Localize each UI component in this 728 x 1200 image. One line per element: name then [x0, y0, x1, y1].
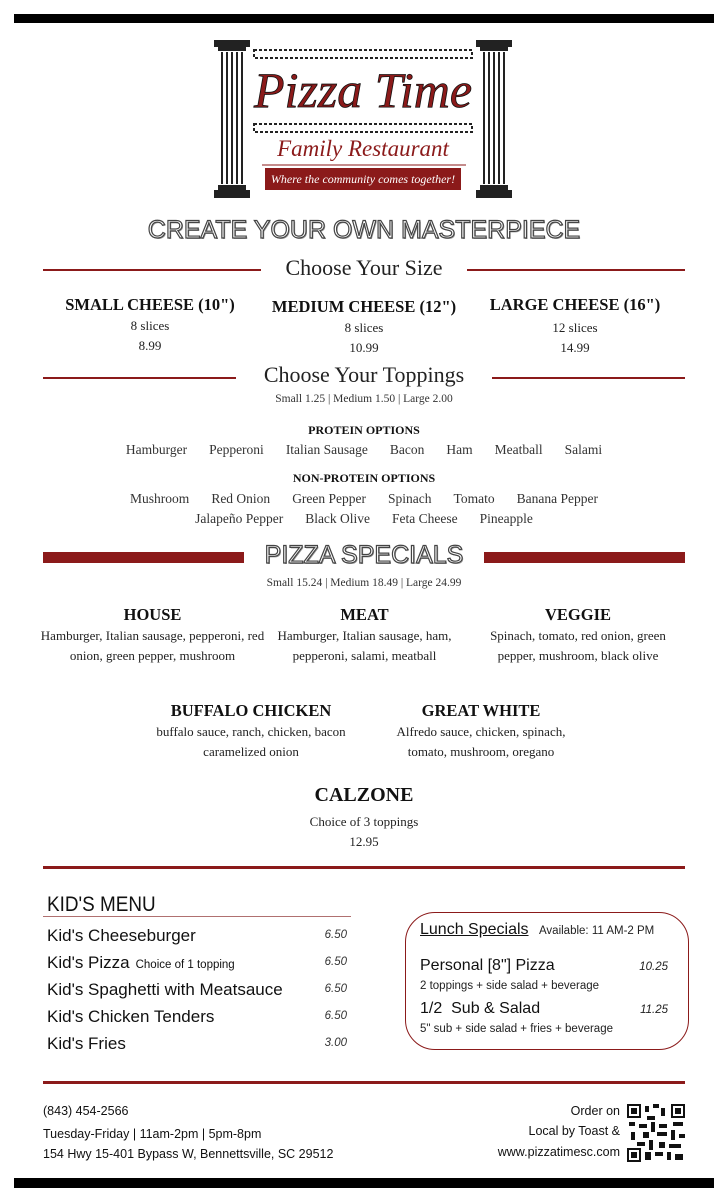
- special-name: MEAT: [340, 605, 389, 624]
- topping: Red Onion: [211, 491, 271, 506]
- special-price: 12.95: [349, 834, 379, 849]
- topping: Jalapeño Pepper: [195, 511, 284, 526]
- item-name: Kid's Chicken Tenders: [47, 1007, 215, 1026]
- size-name: LARGE CHEESE (16"): [489, 295, 661, 314]
- size-price: 14.99: [560, 340, 590, 355]
- topping: Salami: [564, 442, 603, 457]
- website-link[interactable]: www.pizzatimesc.com: [497, 1145, 620, 1159]
- special-desc: Hamburger, Italian sausage, pepperoni, red onion, green pepper, mushroom: [40, 628, 265, 663]
- kids-menu-title: KID'S MENU: [47, 893, 156, 916]
- logo-tagline: Where the community comes together!: [265, 168, 461, 190]
- lunch-item-name: 1/2 Sub & Salad: [420, 1000, 541, 1017]
- topping: Hamburger: [125, 442, 188, 457]
- divider: [43, 866, 685, 869]
- kids-item: [47, 953, 347, 973]
- size-slices: 12 slices: [552, 320, 598, 335]
- nonprotein-list-2: [0, 511, 728, 527]
- top-border: [14, 14, 714, 23]
- topping: Meatball: [494, 442, 543, 457]
- lunch-specials-box: [405, 912, 689, 1050]
- item-name: Kid's Spaghetti with Meatsauce: [47, 980, 283, 999]
- logo-subtitle: Family Restaurant: [277, 136, 449, 161]
- special-name: HOUSE: [123, 605, 182, 624]
- order-text-1: Order on: [570, 1104, 620, 1118]
- topping: Mushroom: [130, 491, 190, 506]
- special-calzone: [264, 782, 464, 852]
- topping: Banana Pepper: [516, 491, 598, 506]
- topping: Tomato: [453, 491, 495, 506]
- topping: Bacon: [389, 442, 425, 457]
- size-name: MEDIUM CHEESE (12"): [271, 297, 457, 316]
- size-name: SMALL CHEESE (10"): [65, 295, 235, 314]
- toppings-section-title: Choose Your Toppings: [263, 362, 465, 387]
- toppings-prices: Small 1.25 | Medium 1.50 | Large 2.00: [275, 393, 453, 405]
- qr-code-icon[interactable]: [627, 1104, 685, 1162]
- nonprotein-list: [0, 491, 728, 507]
- lunch-item-price: 11.25: [640, 1004, 668, 1016]
- logo: [214, 40, 512, 198]
- size-medium: [264, 296, 464, 358]
- topping: Green Pepper: [292, 491, 367, 506]
- size-price: 10.99: [349, 340, 379, 355]
- phone: (843) 454-2566: [43, 1104, 129, 1118]
- item-name: Kid's Pizza: [47, 953, 130, 972]
- special-house: [40, 604, 265, 666]
- kids-item: [47, 926, 347, 946]
- lunch-title: Lunch Specials: [420, 921, 529, 938]
- item-name: Kid's Cheeseburger: [47, 926, 196, 945]
- special-name: GREAT WHITE: [421, 701, 541, 720]
- specials-title: PIZZA SPECIALS: [264, 541, 464, 569]
- topping: Feta Cheese: [392, 511, 458, 526]
- headline: CREATE YOUR OWN MASTERPIECE: [147, 216, 581, 244]
- special-name: CALZONE: [314, 784, 414, 806]
- bottom-border: [14, 1178, 714, 1188]
- logo-title: Pizza Time: [253, 62, 473, 118]
- hours: Tuesday-Friday | 11am-2pm | 5pm-8pm: [43, 1127, 262, 1141]
- special-desc: Choice of 3 toppings: [309, 814, 419, 829]
- lunch-item-desc: 2 toppings + side salad + beverage: [420, 980, 600, 992]
- special-desc: Alfredo sauce, chicken, spinach, tomato, mushroom, oregano: [396, 724, 566, 759]
- item-name: Kid's Fries: [47, 1034, 126, 1053]
- size-small: [50, 294, 250, 356]
- order-text-2: Local by Toast &: [528, 1124, 620, 1138]
- topping: Italian Sausage: [285, 442, 368, 457]
- lunch-item-name: Personal [8"] Pizza: [420, 957, 555, 974]
- nonprotein-title: NON-PROTEIN OPTIONS: [292, 471, 436, 485]
- item-note: Choice of 1 topping: [135, 959, 235, 971]
- lunch-item-price: 10.25: [639, 961, 668, 973]
- size-slices: 8 slices: [130, 318, 170, 333]
- special-meat: [272, 604, 457, 666]
- protein-title: PROTEIN OPTIONS: [308, 423, 420, 437]
- special-veggie: [488, 604, 668, 666]
- size-price: 8.99: [138, 338, 162, 353]
- topping: Pepperoni: [209, 442, 264, 457]
- size-slices: 8 slices: [344, 320, 384, 335]
- item-price: 3.00: [324, 1037, 347, 1049]
- topping: Ham: [446, 442, 473, 457]
- kids-item: [47, 980, 347, 1000]
- special-name: BUFFALO CHICKEN: [170, 701, 332, 720]
- special-desc: buffalo sauce, ranch, chicken, bacon caramelized onion: [156, 724, 346, 759]
- special-desc: Spinach, tomato, red onion, green pepper, mushroom, black olive: [490, 628, 666, 663]
- topping: Black Olive: [305, 511, 371, 526]
- lunch-available: Available: 11 AM-2 PM: [538, 925, 655, 937]
- special-desc: Hamburger, Italian sausage, ham, pepperoni, salami, meatball: [277, 628, 452, 663]
- item-price: 6.50: [324, 956, 347, 968]
- item-price: 6.50: [324, 929, 347, 941]
- specials-prices: Small 15.24 | Medium 18.49 | Large 24.99: [266, 577, 462, 589]
- lunch-header: [420, 921, 654, 939]
- protein-list: [0, 442, 728, 458]
- special-name: VEGGIE: [544, 605, 612, 624]
- special-great-white: [386, 700, 576, 762]
- item-price: 6.50: [324, 983, 347, 995]
- divider: [43, 916, 351, 917]
- divider: [43, 1081, 685, 1084]
- topping: Pineapple: [479, 511, 533, 526]
- address: 154 Hwy 15-401 Bypass W, Bennettsville, SC 29512: [43, 1147, 334, 1161]
- kids-item: [47, 1007, 347, 1027]
- kids-item: [47, 1034, 347, 1054]
- special-buffalo-chicken: [138, 700, 364, 762]
- topping: Spinach: [388, 491, 432, 506]
- lunch-item-desc: 5" sub + side salad + fries + beverage: [420, 1023, 613, 1035]
- size-section-title: Choose Your Size: [285, 255, 443, 280]
- size-large: [475, 294, 675, 358]
- item-price: 6.50: [324, 1010, 347, 1022]
